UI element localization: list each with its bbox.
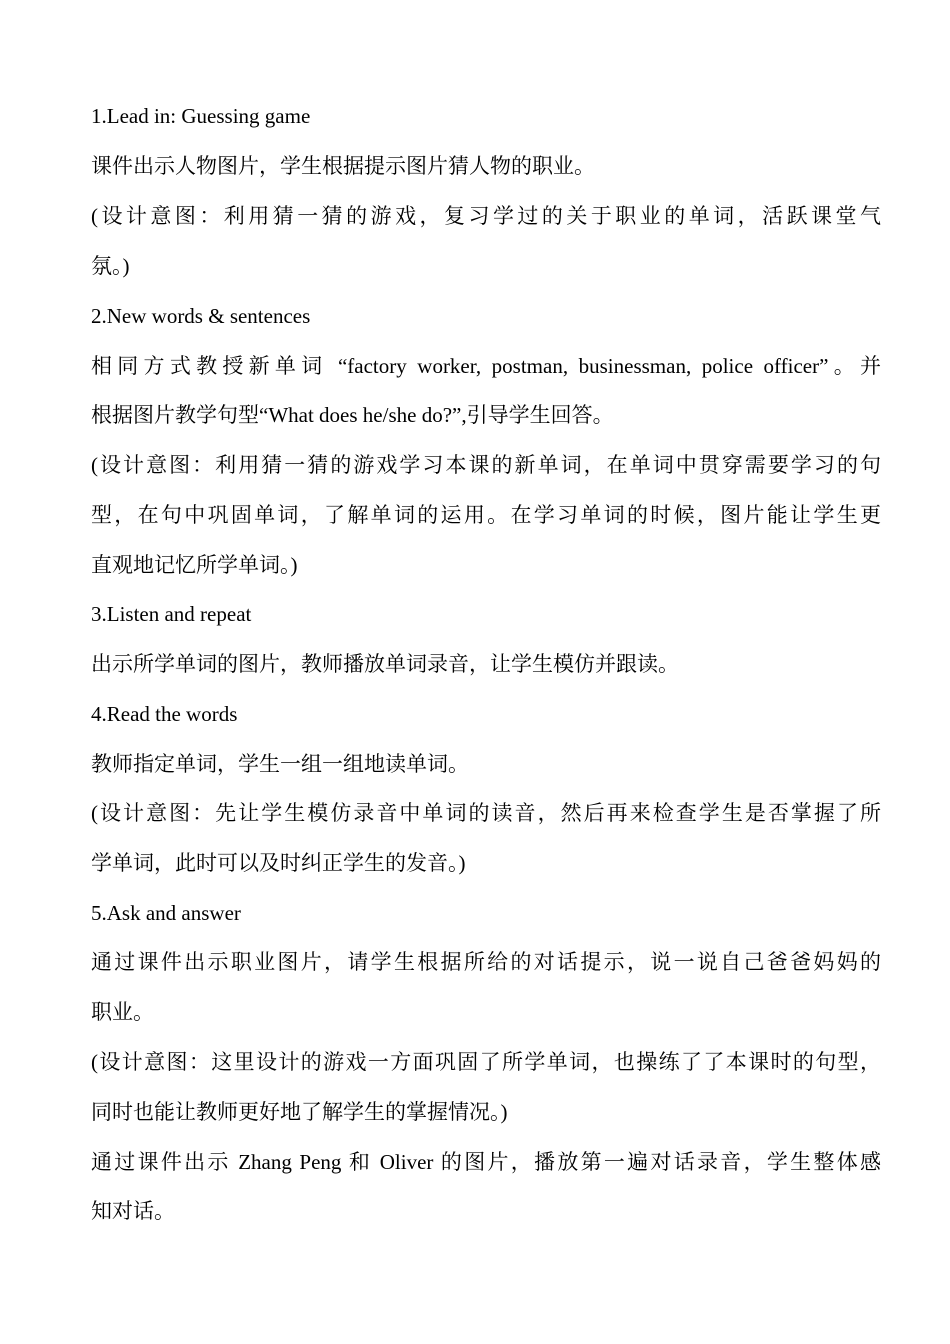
- heading-new-words: 2.New words & sentences: [91, 304, 311, 328]
- design-intent-line: 同时也能让教师更好地了解学生的掌握情况。): [91, 1100, 508, 1124]
- paragraph-line: 根据图片教学句型“What does he/she do?”,引导学生回答。: [91, 403, 614, 427]
- design-intent-line: 型，在句中巩固单词，了解单词的运用。在学习单词的时候，图片能让学生更: [91, 503, 881, 527]
- paragraph-line: 教师指定单词，学生一组一组地读单词。: [91, 752, 469, 776]
- paragraph-line: 通过课件出示 Zhang Peng 和 Oliver 的图片，播放第一遍对话录音，学生整体感: [91, 1150, 881, 1174]
- heading-ask-answer: 5.Ask and answer: [91, 901, 241, 925]
- design-intent-line: (设计意图：先让学生模仿录音中单词的读音，然后再来检查学生是否掌握了所: [91, 801, 881, 825]
- heading-listen-repeat: 3.Listen and repeat: [91, 602, 252, 626]
- paragraph-line: 相同方式教授新单词 “factory worker, postman, businessman, police officer”。并: [91, 354, 881, 378]
- design-intent-line: 氛。): [91, 254, 130, 278]
- heading-read-words: 4.Read the words: [91, 702, 238, 726]
- design-intent-line: 直观地记忆所学单词。): [91, 553, 298, 577]
- paragraph-line: 通过课件出示职业图片，请学生根据所给的对话提示，说一说自己爸爸妈妈的: [91, 950, 881, 974]
- paragraph-line: 课件出示人物图片，学生根据提示图片猜人物的职业。: [91, 154, 595, 178]
- paragraph-line: 职业。: [91, 1000, 154, 1024]
- heading-lead-in: 1.Lead in: Guessing game: [91, 104, 311, 128]
- design-intent-line: (设计意图：这里设计的游戏一方面巩固了所学单词，也操练了了本课时的句型，: [91, 1050, 881, 1074]
- paragraph-line: 出示所学单词的图片，教师播放单词录音，让学生模仿并跟读。: [91, 652, 679, 676]
- design-intent-line: (设计意图：利用猜一猜的游戏，复习学过的关于职业的单词，活跃课堂气: [91, 204, 881, 228]
- design-intent-line: (设计意图：利用猜一猜的游戏学习本课的新单词，在单词中贯穿需要学习的句: [91, 453, 881, 477]
- paragraph-line: 知对话。: [91, 1199, 175, 1223]
- design-intent-line: 学单词，此时可以及时纠正学生的发音。): [91, 851, 466, 875]
